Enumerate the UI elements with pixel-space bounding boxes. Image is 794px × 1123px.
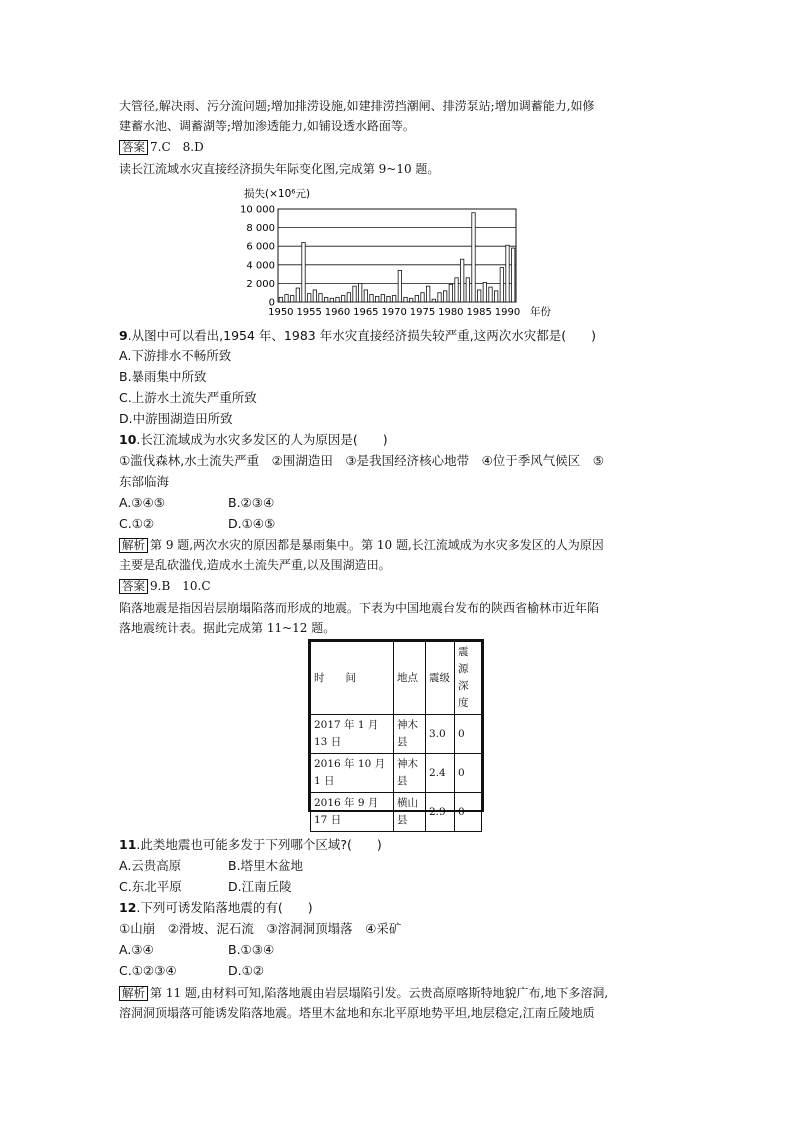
text-line: 建蓄水池、调蓄湖等;增加渗透能力,如铺设透水路面等。 [119, 119, 415, 133]
x-tick-label: 1985 [466, 307, 492, 318]
bar [302, 242, 305, 302]
bar [409, 298, 412, 302]
bar [506, 245, 509, 302]
option-b: B.塔里木盆地 [228, 858, 304, 873]
question-number: 11 [119, 837, 137, 852]
question-stem: .此类地震也可能多发于下列哪个区域?( ) [136, 837, 382, 852]
table-cell: 3.0 [426, 715, 455, 754]
table-cell: 0 [455, 715, 482, 754]
bar [494, 291, 497, 302]
bar [404, 297, 407, 302]
option-d: D.①④⑤ [228, 516, 276, 531]
y-tick-label: 2 000 [246, 278, 275, 290]
bar [319, 294, 322, 302]
table-header-cell: 地点 [394, 642, 426, 715]
bar [353, 286, 356, 302]
bar [347, 293, 350, 302]
table-header-cell: 时 间 [311, 642, 394, 715]
bar [421, 293, 424, 302]
table-header-cell: 震级 [426, 642, 455, 715]
bar [483, 282, 486, 302]
bar [375, 296, 378, 302]
bar [330, 298, 333, 302]
question-number: 9 [119, 328, 128, 343]
bar [336, 297, 339, 302]
question-12 [119, 899, 313, 917]
table-cell: 2016 年 9 月 17 日 [311, 793, 394, 832]
bar [313, 290, 316, 302]
statement-line: 东部临海 [119, 474, 170, 489]
question-stem: .从图中可以看出,1954 年、1983 年水灾直接经济损失较严重,这两次水灾都是( ) [127, 328, 596, 343]
option-d: D.中游围湖造田所致 [119, 411, 233, 426]
answer-tag: 答案 [119, 140, 148, 155]
earthquake-table-frame [308, 639, 484, 826]
x-tick-label: 1955 [296, 307, 322, 318]
x-tick-label: 1960 [324, 307, 351, 318]
analysis-text: 溶洞洞顶塌落可能诱发陷落地震。塔里木盆地和东北平原地势平坦,地层稳定,江南丘陵地质 [119, 1006, 595, 1020]
bar [392, 295, 395, 302]
option-a: A.云贵高原 [119, 858, 182, 873]
table-cell: 神木县 [394, 754, 426, 793]
answer-block [119, 578, 211, 594]
option-b: B.①③④ [228, 942, 275, 957]
option-b: B.②③④ [228, 495, 275, 510]
bar [426, 286, 429, 302]
y-tick-label: 4 000 [246, 260, 275, 272]
bar [290, 295, 293, 302]
question-11 [119, 836, 382, 854]
table-row [311, 715, 482, 754]
table-cell: 0 [455, 793, 482, 832]
bar [387, 296, 390, 302]
option-b: B.暴雨集中所致 [119, 369, 207, 384]
analysis-tag: 解析 [119, 538, 148, 553]
bar [477, 290, 480, 302]
question-stem: .长江流域成为水灾多发区的人为原因是( ) [136, 432, 388, 447]
table-cell: 横山县 [394, 793, 426, 832]
option-c: C.东北平原 [119, 879, 182, 894]
bar [398, 270, 401, 302]
table-cell: 神木县 [394, 715, 426, 754]
answer-text: 9.B 10.C [150, 579, 211, 593]
bar [449, 284, 452, 302]
bar [472, 213, 475, 302]
x-axis-label: 年份 [530, 306, 551, 318]
statement-line: ①滥伐森林,水土流失严重 ②围湖造田 ③是我国经济核心地带 ④位于季风气候区 ⑤ [119, 453, 605, 468]
intro-text: 陷落地震是指因岩层崩塌陷落而形成的地震。下表为中国地震台发布的陕西省榆林市近年陷 [119, 601, 600, 615]
bar [324, 297, 327, 302]
option-a: A.③④⑤ [119, 495, 165, 510]
earthquake-table [310, 641, 482, 832]
y-tick-label: 10 000 [240, 204, 275, 216]
analysis-block [119, 537, 604, 553]
option-c: C.①②③④ [119, 963, 177, 978]
bar [438, 293, 441, 302]
table-row [311, 793, 482, 832]
bar [358, 283, 361, 302]
y-tick-label: 8 000 [246, 223, 275, 235]
bar [511, 248, 514, 302]
bar [285, 295, 288, 302]
x-tick-label: 1965 [353, 307, 379, 318]
bar [370, 295, 373, 302]
bar [364, 290, 367, 302]
x-tick-label: 1990 [494, 307, 521, 318]
bar [296, 288, 299, 302]
table-cell: 2.4 [426, 754, 455, 793]
bar [455, 278, 458, 302]
text-line: 大管径,解决雨、污分流问题;增加排涝设施,如建排涝挡潮闸、排涝泵站;增加调蓄能力,如修 [119, 99, 595, 113]
table-header-cell: 震源深度 [455, 642, 482, 715]
plot-frame [278, 209, 516, 302]
x-tick-label: 1950 [268, 307, 294, 318]
table-row [311, 754, 482, 793]
y-tick-label: 6 000 [246, 241, 275, 253]
option-c: C.①② [119, 516, 155, 531]
analysis-text: 第 11 题,由材料可知,陷落地震由岩层塌陷引发。云贵高原喀斯特地貌广布,地下多溶洞, [150, 986, 609, 1000]
option-d: D.江南丘陵 [228, 879, 292, 894]
table-cell: 2.9 [426, 793, 455, 832]
question-9 [119, 327, 596, 345]
bar [466, 278, 469, 302]
flood-loss-chart [230, 185, 570, 320]
y-axis-label: 损失(×10⁶元) [244, 188, 311, 200]
x-tick-label: 1980 [438, 307, 464, 318]
analysis-text: 主要是乱砍滥伐,造成水土流失严重,以及围湖造田。 [119, 558, 391, 572]
table-cell: 2017 年 1 月 13 日 [311, 715, 394, 754]
option-a: A.③④ [119, 942, 154, 957]
x-tick-label: 1975 [409, 307, 436, 318]
bar [381, 295, 384, 302]
option-c: C.上游水土流失严重所致 [119, 390, 257, 405]
x-tick-label: 1970 [381, 307, 407, 318]
bar [307, 294, 310, 302]
bar [500, 268, 503, 302]
table-cell: 0 [455, 754, 482, 793]
bar [460, 259, 463, 302]
bar [341, 295, 344, 302]
option-a: A.下游排水不畅所致 [119, 348, 232, 363]
question-stem: .下列可诱发陷落地震的有( ) [136, 900, 313, 915]
question-10 [119, 431, 388, 449]
table-header-row [311, 642, 482, 715]
analysis-block [119, 985, 608, 1001]
bar [279, 297, 282, 302]
analysis-text: 第 9 题,两次水灾的原因都是暴雨集中。第 10 题,长江流域成为水灾多发区的人为原因 [150, 538, 604, 552]
intro-text: 读长江流域水灾直接经济损失年际变化图,完成第 9~10 题。 [119, 162, 440, 176]
intro-text: 落地震统计表。据此完成第 11~12 题。 [119, 621, 336, 635]
table-cell: 2016 年 10 月 1 日 [311, 754, 394, 793]
bar [432, 299, 435, 302]
analysis-tag: 解析 [119, 986, 148, 1001]
question-number: 10 [119, 432, 137, 447]
option-d: D.①② [228, 963, 265, 978]
question-number: 12 [119, 900, 137, 915]
answer-block [119, 139, 204, 155]
statement-line: ①山崩 ②滑坡、泥石流 ③溶洞洞顶塌落 ④采矿 [119, 921, 402, 936]
bar [489, 287, 492, 302]
bar [443, 291, 446, 302]
answer-tag: 答案 [119, 579, 148, 594]
answer-text: 7.C 8.D [150, 140, 204, 154]
y-tick-label: 0 [268, 297, 275, 309]
bar [415, 295, 418, 302]
